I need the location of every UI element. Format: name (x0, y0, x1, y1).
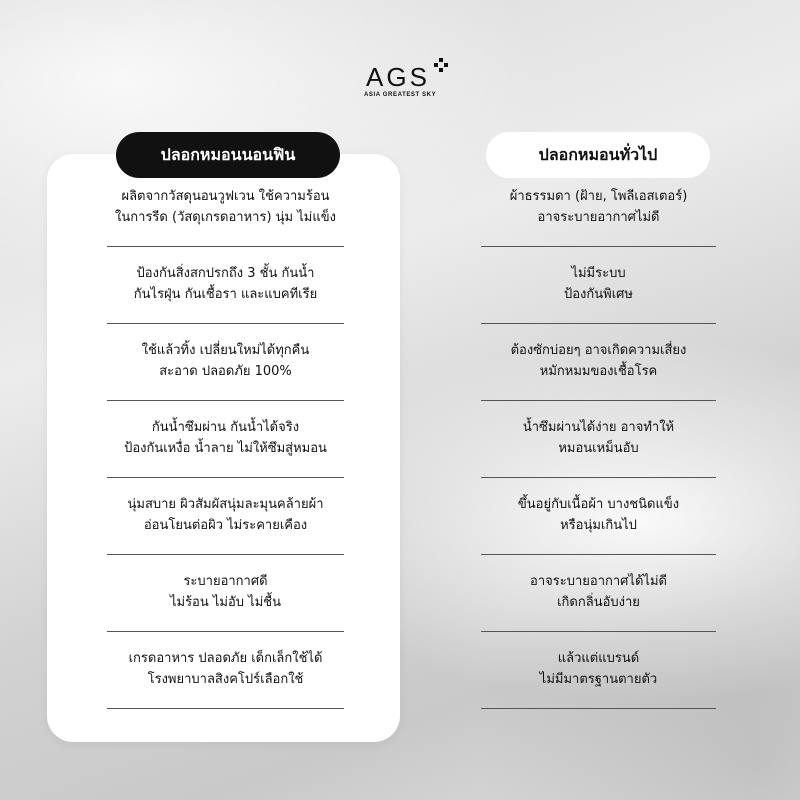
row-text: น้ำซึมผ่านได้ง่าย อาจทำให้ (522, 420, 675, 435)
sparkle-plus-icon (434, 58, 448, 72)
row-text: แล้วแต่แบรนด์ (557, 651, 640, 666)
row-text: อาจระบายอากาศไม่ดี (537, 210, 660, 225)
row-text: หมักหมมของเชื้อโรค (539, 364, 658, 379)
row-text: ผลิตจากวัสดุนอนวูฟเวน ใช้ความร้อน (121, 189, 330, 204)
row-text: ระบายอากาศดี (183, 574, 268, 589)
row-text: ต้องซักบ่อยๆ อาจเกิดความเสี่ยง (510, 343, 687, 358)
row-text: ป้องกันสิ่งสกปรกถึง 3 ชั้น กันน้ำ (136, 266, 315, 281)
brand-tagline: ASIA GREATEST SKY (364, 92, 437, 98)
brand-logo (364, 58, 454, 102)
row-text: ป้องกันเหงื่อ น้ำลาย ไม่ให้ซึมสู่หมอน (124, 441, 327, 456)
comparison-row (481, 324, 716, 401)
row-text: ป้องกันพิเศษ (564, 287, 633, 302)
row-text: ใช้แล้วทิ้ง เปลี่ยนใหม่ได้ทุกคืน (141, 343, 310, 358)
comparison-row (481, 478, 716, 555)
row-text: ไม่มีระบบ (571, 266, 626, 281)
comparison-row (481, 170, 716, 247)
comparison-row (107, 324, 344, 401)
row-text: อ่อนโยนต่อผิว ไม่ระคายเคือง (143, 518, 308, 533)
left-column-title: ปลอกหมอนนอนฟิน (116, 132, 340, 178)
left-comparison-list (107, 170, 344, 709)
row-text: นุ่มสบาย ผิวสัมผัสนุ่มละมุนคล้ายผ้า (127, 497, 324, 512)
row-text: โรงพยาบาลสิงคโปร์เลือกใช้ (147, 672, 304, 687)
row-text: กันน้ำซึมผ่าน กันน้ำได้จริง (151, 420, 300, 435)
brand-name: AGS (366, 62, 430, 92)
comparison-row (107, 632, 344, 709)
comparison-row (107, 247, 344, 324)
comparison-row (481, 632, 716, 709)
right-column-title: ปลอกหมอนทั่วไป (486, 132, 710, 178)
comparison-row (481, 247, 716, 324)
row-text: ไม่มีมาตรฐานตายตัว (539, 672, 658, 687)
comparison-row (107, 478, 344, 555)
row-text: เกรดอาหาร ปลอดภัย เด็กเล็กใช้ได้ (128, 651, 323, 666)
row-text: ในการรีด (วัสดุเกรดอาหาร) นุ่ม ไม่แข็ง (115, 210, 336, 225)
row-text: ขึ้นอยู่กับเนื้อผ้า บางชนิดแข็ง (517, 497, 680, 512)
right-comparison-list (481, 170, 716, 709)
comparison-row (481, 401, 716, 478)
row-text: ไม่ร้อน ไม่อับ ไม่ชื้น (169, 595, 282, 610)
comparison-row (481, 555, 716, 632)
row-text: อาจระบายอากาศได้ไม่ดี (530, 574, 667, 589)
row-text: สะอาด ปลอดภัย 100% (159, 364, 292, 379)
comparison-row (107, 170, 344, 247)
comparison-row (107, 401, 344, 478)
row-text: หมอนเหม็นอับ (558, 441, 639, 456)
row-text: เกิดกลิ่นอับง่าย (557, 595, 640, 610)
row-text: หรือนุ่มเกินไป (560, 518, 637, 533)
row-text: ผ้าธรรมดา (ฝ้าย, โพลีเอสเตอร์) (509, 189, 688, 204)
comparison-row (107, 555, 344, 632)
row-text: กันไรฝุ่น กันเชื้อรา และแบคทีเรีย (133, 287, 318, 302)
